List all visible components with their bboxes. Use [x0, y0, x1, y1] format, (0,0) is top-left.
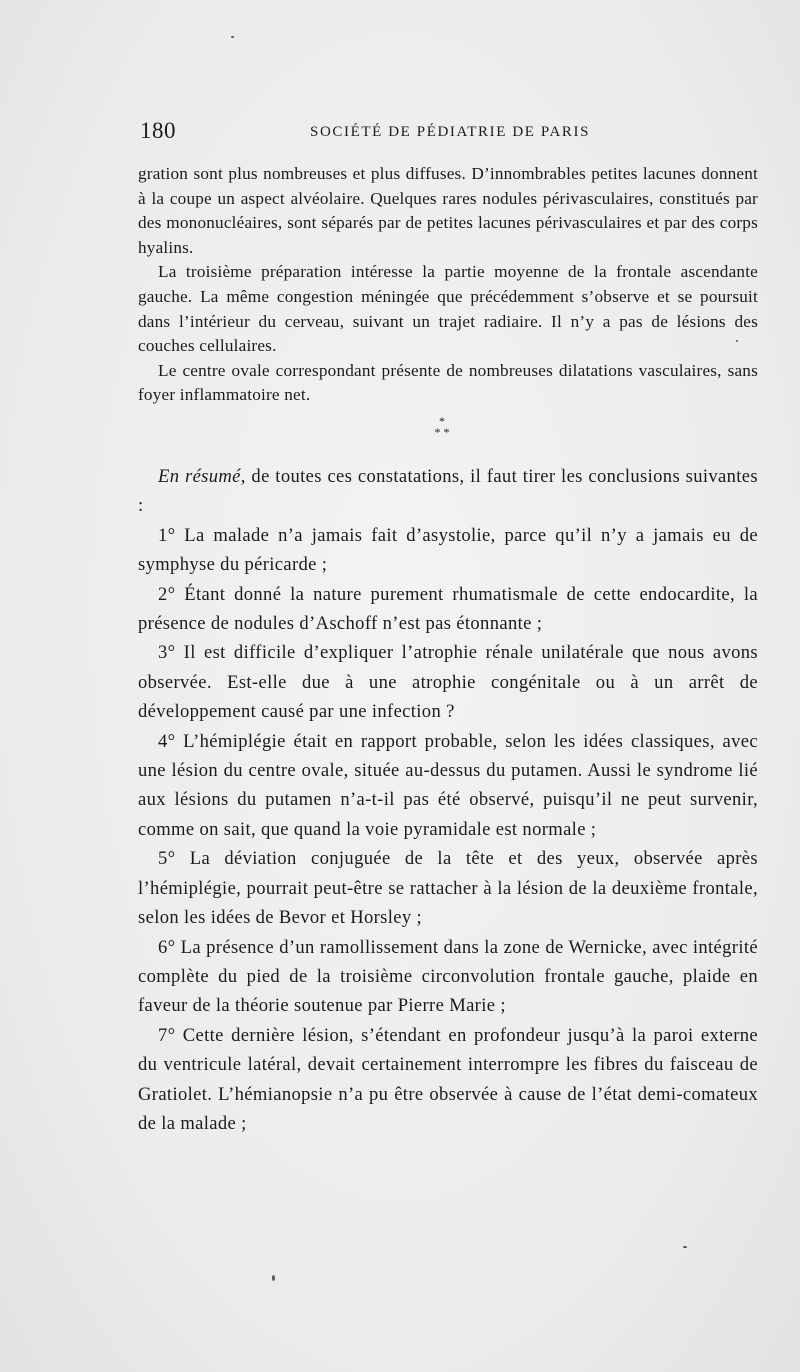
page-header — [140, 118, 760, 148]
conclusion-item-4: 4° L’hémiplégie était en rapport probable, selon les idées classiques, avec une lésion du centre ovale, située au-dessus du putamen. Aussi le syndrome lié aux lésions du putamen n’a-t-il pas été observé, puisqu’il ne peut survenir, comme on sait, que quand la voie pyramidale est normale ; — [138, 730, 758, 840]
conclusion-item-3: 3° Il est difficile d’expliquer l’atrophie rénale unilatérale que nous avons observée. Est-elle due à une atrophie congénitale ou à un arrêt de développement causé par une infection ? — [138, 642, 758, 723]
paper-speck — [683, 1246, 687, 1248]
conclusion-item-1: 1° La malade n’a jamais fait d’asystolie, parce qu’il n’y a jamais eu de symphyse du péricarde ; — [138, 524, 758, 576]
conclusion-item-6: 6° La présence d’un ramollissement dans la zone de Wernicke, avec intégrité complète du pied de la troisième circonvolution frontale gauche, plaide en faveur de la théorie soutenue par Pierre Marie ; — [138, 936, 758, 1017]
text-block-conclusions — [138, 462, 758, 1138]
conclusion-item-2: 2° Étant donné la nature purement rhumatismale de cette endocardite, la présence de nodules d’Aschoff n’est pas étonnante ; — [138, 583, 758, 635]
paragraph-centre-ovale: Le centre ovale correspondant présente de nombreuses dilatations vasculaires, sans foyer inflammatoire net. — [138, 360, 758, 405]
summary-italic-lead: En résumé, — [158, 466, 246, 487]
running-title: SOCIÉTÉ DE PÉDIATRIE DE PARIS — [310, 124, 591, 140]
separator-top-star: * — [439, 414, 445, 428]
paragraph-continuation: gration sont plus nombreuses et plus diffuses. D’innombrables petites lacunes donnent à la coupe un aspect alvéolaire. Quelques rares nodules périvasculaires, constitués par des mononucléaires, sont séparés par de petites lacunes périvasculaires et par des corps hyalins. — [138, 164, 758, 257]
summary-intro-text: de toutes ces constatations, il faut tirer les conclusions suivantes : — [138, 466, 759, 517]
section-separator — [422, 416, 462, 438]
paragraph-third-preparation: La troisième préparation intéresse la partie moyenne de la frontale ascendante gauche. La même congestion méningée que précédemment s’observe et se poursuit dans l’intérieur du cerveau, suivant un trajet radiaire. Il n’y a pas de lésions des couches cellulaires. — [138, 262, 758, 356]
paper-speck — [736, 340, 738, 342]
paper-speck — [272, 1275, 275, 1281]
conclusion-item-5: 5° La déviation conjuguée de la tête et des yeux, observée après l’hémiplégie, pourrait peut-être se rattacher à la lésion de la deuxième frontale, selon les idées de Bevor et Horsley ; — [138, 848, 758, 929]
separator-bottom-stars: * * — [434, 425, 450, 439]
paragraph-summary-intro — [138, 462, 758, 521]
conclusion-item-7: 7° Cette dernière lésion, s’étendant en profondeur jusqu’à la paroi externe du ventricule latéral, devait certainement interrompre les fibres du faisceau de Gratiolet. L’hémianopsie n’a pu être observée à cause de l’état demi-comateux de la malade ; — [138, 1024, 758, 1134]
text-block-findings — [138, 162, 758, 408]
paper-speck — [231, 36, 234, 38]
page-number: 180 — [140, 118, 176, 143]
